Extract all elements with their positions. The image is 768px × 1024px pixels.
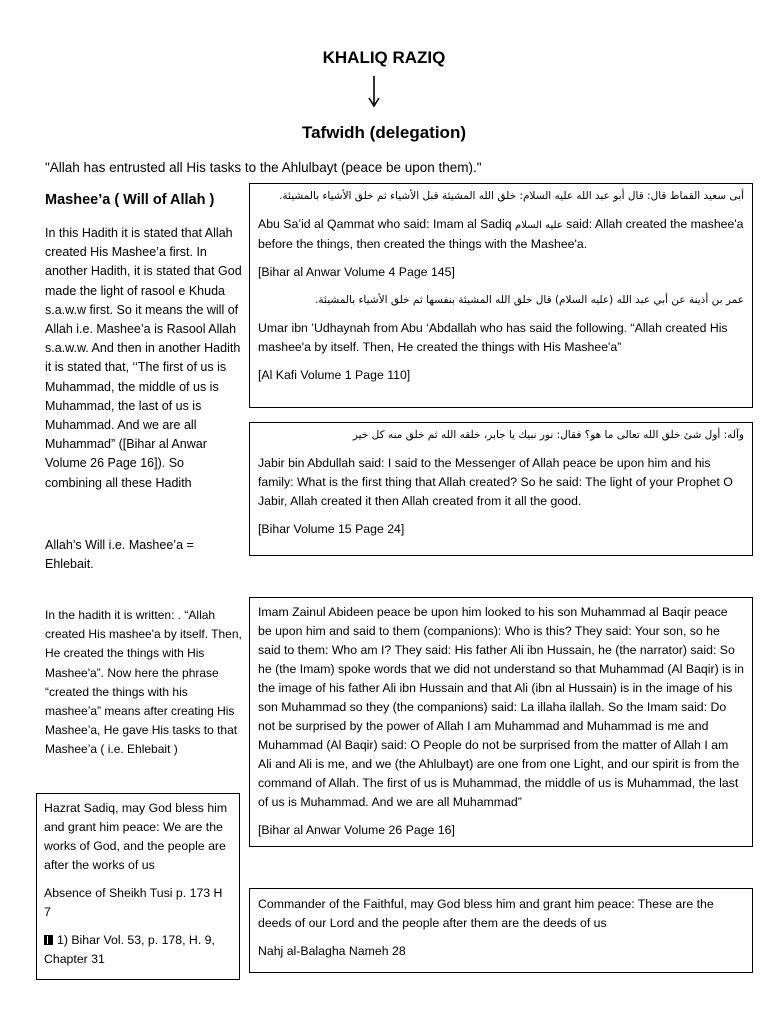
english-text-1 [258, 215, 744, 254]
arabic-honorific: عليه السلام [515, 220, 563, 231]
hadith-box-1 [249, 183, 753, 408]
left-paragraph-3: In the hadith it is written: . “Allah created His mashee'a by itself. Then, He created the things with His Mashee'a”. Now here the phrase “created the things with his mashee’a” means after creating His Mashee’a, He gave His tasks to that Mashee’a ( i.e. Ehlebait ) [45, 608, 242, 757]
english-text-2: Umar ibn ’Udhaynah from Abu ‘Abdallah who has said the following. “Allah created His mashee'a by itself. Then, He created the things with His Mashee'a” [258, 321, 728, 354]
reference-2: [Al Kafi Volume 1 Page 110] [258, 368, 411, 382]
arabic-text-3: وآله: أول شئ خلق الله تعالى ما هو؟ فقال: نور نبيك يا جابر، خلقه الله ثم خلق منه كل خير [352, 429, 744, 441]
arabic-text-1: أبى سعيد القماط قال: قال أبو عبد الله عليه السلام: خلق الله المشيئة قبل الأشياء ثم خلق الأشياء بالمشيئة. [279, 190, 744, 202]
book-icon [44, 935, 53, 945]
english-text-3: Jabir bin Abdullah said: I said to the Messenger of Allah peace be upon him and his family: What is the first thing that Allah created? So he said: The light of your Prophet O Jabir, Allah created it then Allah created from it all the good. [258, 456, 733, 508]
english-text-1-end: said: Allah created the mashee'a before the things, then created the things with the Mashee'a. [258, 217, 744, 251]
hadith-box-2 [249, 422, 753, 556]
left-box-text: Hazrat Sadiq, may God bless him and grant him peace: We are the works of God, and the people are after the works of us [44, 801, 228, 872]
page-title: KHALIQ RAZIQ [322, 48, 446, 67]
page-subtitle: Tafwidh (delegation) [301, 123, 466, 142]
english-text-1-start: Abu Sa’id al Qammat who said: Imam al Sadiq [258, 217, 512, 231]
english-text-4: Imam Zainul Abideen peace be upon him looked to his son Muhammad al Baqir peace be upon him and said to them (companions): Who is this? They said: Your son, so he said to them: Who am I? They said: His father Ali ibn Hussain, he (the narrator) said: So he (the Imam) spoke words that we did not understand so that Muhammad (Al Baqir) is in the image of his father Ali ibn Hussain and that Ali (ibn al Hussain) is in the image of his son Muhammad so they (the companions) said: La illaha ilallah. So the Imam said: Do not be surprised by the power of Allah I am Muhammad and Muhammad is me and Muhammad (Al Baqir) said: O People do not be surprised from the matter of Allah I am Ali and Ali is me, and we (the Ahlulbayt) are one from one Light, and our spirit is from the command of Allah. The first of us is Muhammad, the middle of us is Muhammad, the last of us is Muhammad. And we are all Muhammad” [258, 605, 744, 809]
left-paragraph-2: Allah’s Will i.e. Mashee’a = Ehlebait. [45, 538, 194, 572]
reference-4: [Bihar al Anwar Volume 26 Page 16] [258, 823, 455, 837]
left-box-ref-2-line [44, 931, 232, 969]
hadith-box-4 [249, 888, 753, 973]
left-paragraph-1: In this Hadith it is stated that Allah created His Mashee’a first. In another Hadith, it is stated that God made the light of rasool e Khuda s.a.w.w first. So it means the will of Allah i.e. Mashee’a is Rasool Allah s.a.w.w. And then in another Hadith it is stated that, ‘‘The first of us is Muhammad, the middle of us is Muhammad, the last of us is Muhammad. And we are all Muhammad” ([Bihar al Anwar Volume 26 Page 16]). So combining all these Hadith [45, 226, 242, 490]
hadith-box-3 [249, 597, 753, 847]
english-text-5: Commander of the Faithful, may God bless him and grant him peace: These are the deeds of our Lord and the people after them are the deeds of us [258, 897, 714, 930]
arabic-text-2: عمر بن أذينة عن أبي عبد الله (عليه السلام) قال خلق الله المشيئة بنفسها ثم خلق الأشياء بالمشيئة. [315, 294, 744, 306]
down-arrow-icon [366, 76, 382, 108]
left-box-ref-2: 1) Bihar Vol. 53, p. 178, H. 9, Chapter 31 [44, 933, 215, 966]
reference-1: [Bihar al Anwar Volume 4 Page 145] [258, 265, 455, 279]
intro-quote: "Allah has entrusted all His tasks to the Ahlulbayt (peace be upon them)." [45, 160, 482, 175]
section-heading: Mashee’a ( Will of Allah ) [45, 192, 215, 208]
reference-5: Nahj al-Balagha Nameh 28 [258, 944, 406, 958]
left-quote-box [36, 793, 240, 980]
reference-3: [Bihar Volume 15 Page 24] [258, 522, 405, 536]
left-box-ref-1: Absence of Sheikh Tusi p. 173 H 7 [44, 886, 223, 919]
